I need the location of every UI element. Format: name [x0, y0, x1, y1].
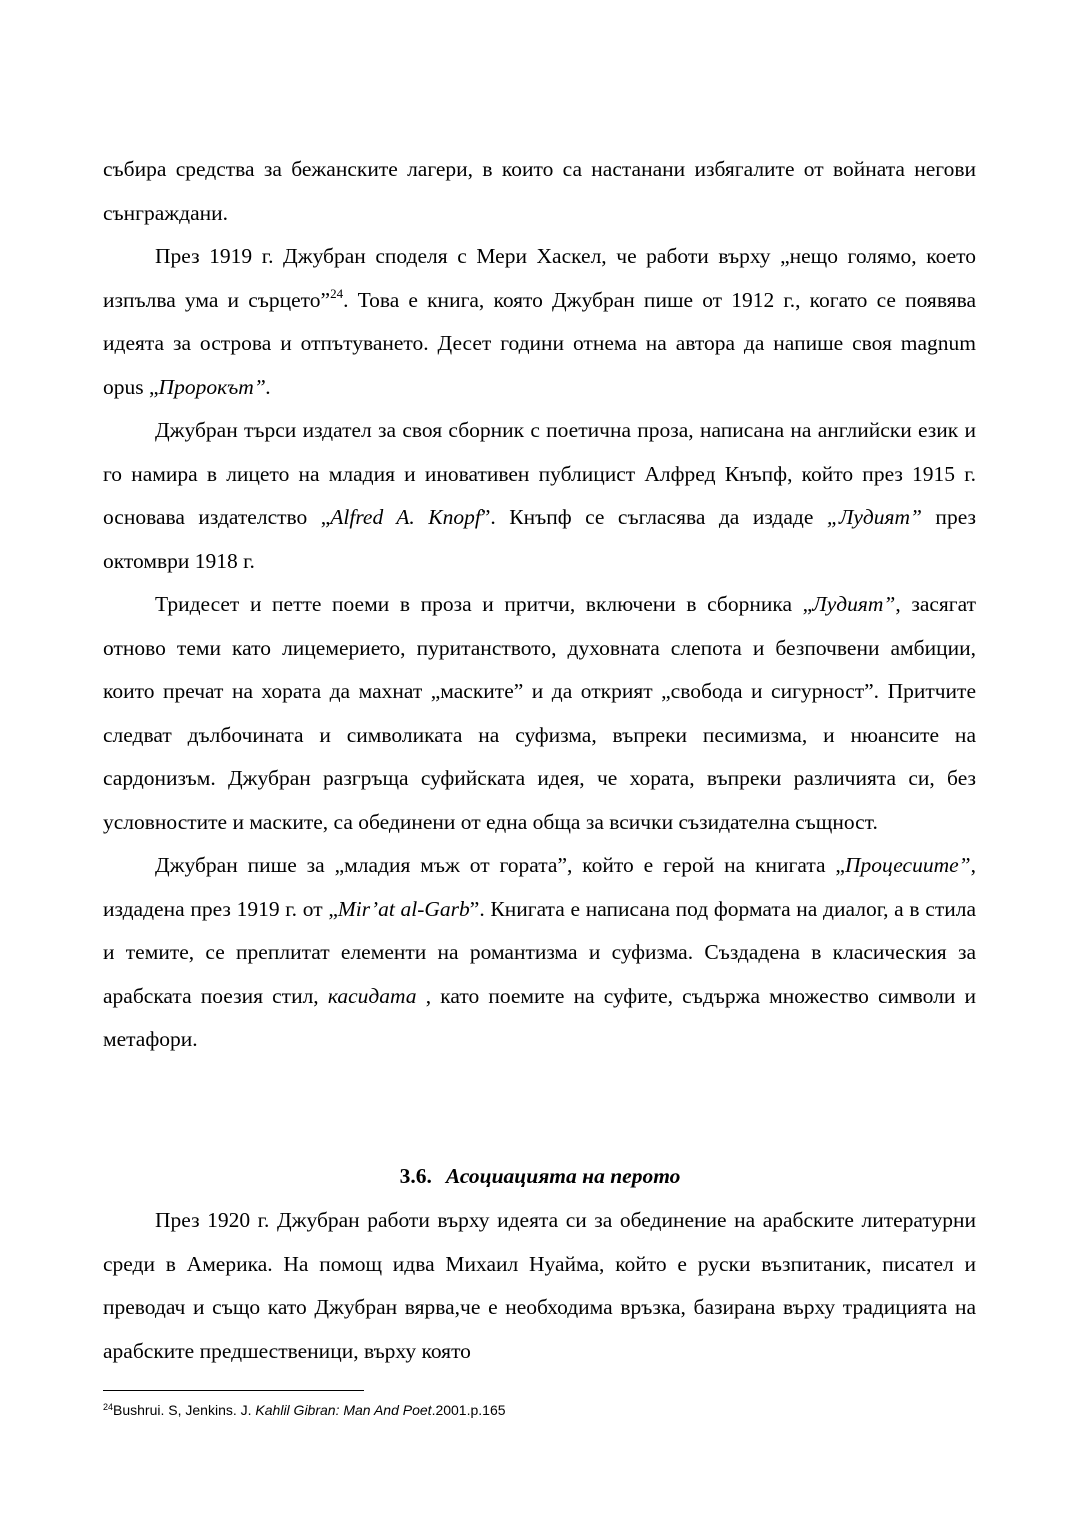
paragraph-5 — [103, 844, 976, 1062]
paragraph-5-text-a: Джубран пише за „младия мъж от гората”, който е герой на книгата „ — [155, 853, 845, 877]
book-title-prophet: Пророкът”. — [158, 374, 272, 399]
body-text-lower — [103, 1199, 976, 1373]
paragraph-4-text-b: , засягат отново теми като лицемерието, пуританството, духовната слепота и безпочвени амбиции, които пречат на хората да махнат „маските” и да открият „свобода и сигурност”. Притчите следват дълбочината и символиката на суфизма, въпреки песимизма, и нюансите на сардонизъм. Джубран разгръща суфийската идея, че хората, въпреки различията си, без условностите и маските, са обединени от една обща за всички съзидателна същност. — [103, 592, 976, 834]
book-title-madman: „Лудият” — [826, 505, 922, 529]
footnote-authors: Bushrui. S, Jenkins. J. — [113, 1402, 256, 1418]
footnote-mark: 24 — [103, 1402, 114, 1412]
body-text-upper — [103, 148, 976, 1062]
term-qasida: касидата — [327, 983, 417, 1008]
book-title-madman-2: Лудият” — [812, 592, 896, 616]
paragraph-2 — [103, 235, 976, 409]
paragraph-5-text-b: , издадена през 1919 г. от „ — [103, 853, 976, 921]
paragraph-1-text: събира средства за бежанските лагери, в които са настанани избягалите от войната негови сънграждани. — [103, 157, 976, 225]
paragraph-3-text-c: през октомври 1918 г. — [103, 505, 976, 573]
book-title-processions: Процесиите” — [844, 853, 971, 877]
section-number: 3.6. — [399, 1164, 432, 1188]
footnote-reference[interactable]: 24 — [330, 285, 344, 301]
publisher-name-mirat: Mir’at al-Garb — [337, 896, 470, 921]
publisher-name-knopf: Alfred A. Knopf — [330, 505, 481, 529]
footnote-separator — [103, 1390, 364, 1391]
footnote-book-title: Kahlil Gibran: Man And Poet — [255, 1402, 432, 1418]
section-heading — [0, 1160, 1080, 1192]
paragraph-4 — [103, 583, 976, 844]
paragraph-4-text-a: Тридесет и петте поеми в проза и притчи, включени в сборника „ — [155, 592, 813, 616]
paragraph-5-text-d: , като поемите на суфите, съдържа множество символи и метафори. — [103, 983, 976, 1051]
section-title: Асоциацията на перото — [445, 1164, 681, 1188]
paragraph-6-text: През 1920 г. Джубран работи върху идеята си за обединение на арабските литературни среди в Америка. На помощ идва Михаил Нуайма, който е руски възпитаник, писател и преводач и също като Джубран вярва,че е необходима връзка, базирана върху традицията на арабските предшественици, върху която — [103, 1208, 976, 1363]
footnote — [103, 1400, 506, 1420]
paragraph-3-text-a: Джубран търси издател за своя сборник с поетична проза, написана на английски език и го намира в лицето на младия и иновативен публицист Алфред Кнъпф, който през 1915 г. основава издателство „ — [103, 418, 976, 529]
paragraph-2-text-a: През 1919 г. Джубран споделя с Мери Хаскел, че работи върху „нещо голямо, което изпълва ума и сърцето” — [103, 244, 976, 312]
paragraph-6 — [103, 1199, 976, 1373]
paragraph-3 — [103, 409, 976, 583]
paragraph-1 — [103, 148, 976, 235]
paragraph-5-text-c: ”. Книгата е написана под формата на диалог, а в стила и темите, се преплитат елементи на романтизма и суфизма. Създадена в класическия за арабската поезия стил, — [103, 896, 976, 1008]
paragraph-3-text-b: ”. Кнъпф се съгласява да издаде — [480, 505, 827, 529]
footnote-publication-info: .2001.p.165 — [431, 1402, 506, 1418]
paragraph-2-text-b: . Това е книга, която Джубран пише от 1912 г., когато се появява идеята за острова и отпътуването. Десет години отнема на автора да напише своя magnum opus „ — [103, 287, 976, 399]
